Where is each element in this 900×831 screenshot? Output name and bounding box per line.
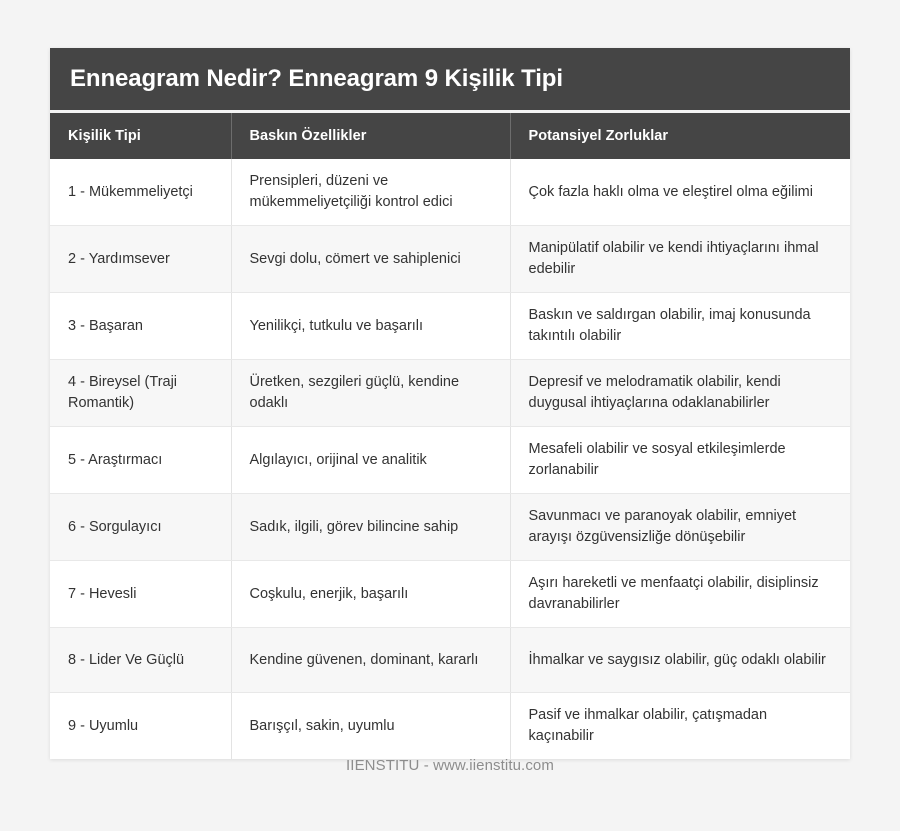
cell-dominant-traits: Sadık, ilgili, görev bilincine sahip	[231, 494, 510, 561]
cell-potential-challenges: Pasif ve ihmalkar olabilir, çatışmadan kaçınabilir	[510, 693, 850, 760]
cell-personality-type: 4 - Bireysel (Traji Romantik)	[50, 360, 231, 427]
table-row	[50, 561, 850, 628]
cell-dominant-traits: Sevgi dolu, cömert ve sahiplenici	[231, 226, 510, 293]
column-header-potansiyel-zorluklar: Potansiyel Zorluklar	[510, 113, 850, 159]
cell-potential-challenges: Mesafeli olabilir ve sosyal etkileşimlerde zorlanabilir	[510, 427, 850, 494]
cell-personality-type: 5 - Araştırmacı	[50, 427, 231, 494]
table-header	[50, 113, 850, 159]
cell-potential-challenges: Depresif ve melodramatik olabilir, kendi duygusal ihtiyaçlarına odaklanabilirler	[510, 360, 850, 427]
table-row	[50, 427, 850, 494]
table-row	[50, 494, 850, 561]
table-row	[50, 628, 850, 693]
cell-personality-type: 8 - Lider Ve Güçlü	[50, 628, 231, 693]
cell-dominant-traits: Algılayıcı, orijinal ve analitik	[231, 427, 510, 494]
column-header-baskin-ozellikler: Baskın Özellikler	[231, 113, 510, 159]
table-body	[50, 159, 850, 759]
footer-attribution: IIENSTITU - www.iienstitu.com	[346, 757, 554, 774]
cell-personality-type: 1 - Mükemmeliyetçi	[50, 159, 231, 226]
cell-personality-type: 3 - Başaran	[50, 293, 231, 360]
page-title: Enneagram Nedir? Enneagram 9 Kişilik Tipi	[50, 48, 850, 110]
cell-dominant-traits: Barışçıl, sakin, uyumlu	[231, 693, 510, 760]
cell-personality-type: 2 - Yardımsever	[50, 226, 231, 293]
cell-personality-type: 6 - Sorgulayıcı	[50, 494, 231, 561]
cell-potential-challenges: Baskın ve saldırgan olabilir, imaj konusunda takıntılı olabilir	[510, 293, 850, 360]
table-row	[50, 360, 850, 427]
cell-dominant-traits: Yenilikçi, tutkulu ve başarılı	[231, 293, 510, 360]
column-header-kisilik-tipi: Kişilik Tipi	[50, 113, 231, 159]
table-row	[50, 293, 850, 360]
cell-potential-challenges: Çok fazla haklı olma ve eleştirel olma eğilimi	[510, 159, 850, 226]
cell-potential-challenges: Manipülatif olabilir ve kendi ihtiyaçlarını ihmal edebilir	[510, 226, 850, 293]
cell-personality-type: 7 - Hevesli	[50, 561, 231, 628]
cell-personality-type: 9 - Uyumlu	[50, 693, 231, 760]
cell-dominant-traits: Üretken, sezgileri güçlü, kendine odaklı	[231, 360, 510, 427]
header-row	[50, 113, 850, 159]
cell-potential-challenges: Savunmacı ve paranoyak olabilir, emniyet arayışı özgüvensizliğe dönüşebilir	[510, 494, 850, 561]
enneagram-card	[50, 48, 850, 759]
table-row	[50, 226, 850, 293]
cell-dominant-traits: Coşkulu, enerjik, başarılı	[231, 561, 510, 628]
cell-potential-challenges: İhmalkar ve saygısız olabilir, güç odaklı olabilir	[510, 628, 850, 693]
table-row	[50, 693, 850, 760]
cell-potential-challenges: Aşırı hareketli ve menfaatçi olabilir, disiplinsiz davranabilirler	[510, 561, 850, 628]
table-row	[50, 159, 850, 226]
cell-dominant-traits: Kendine güvenen, dominant, kararlı	[231, 628, 510, 693]
enneagram-table	[50, 113, 850, 759]
cell-dominant-traits: Prensipleri, düzeni ve mükemmeliyetçiliği kontrol edici	[231, 159, 510, 226]
